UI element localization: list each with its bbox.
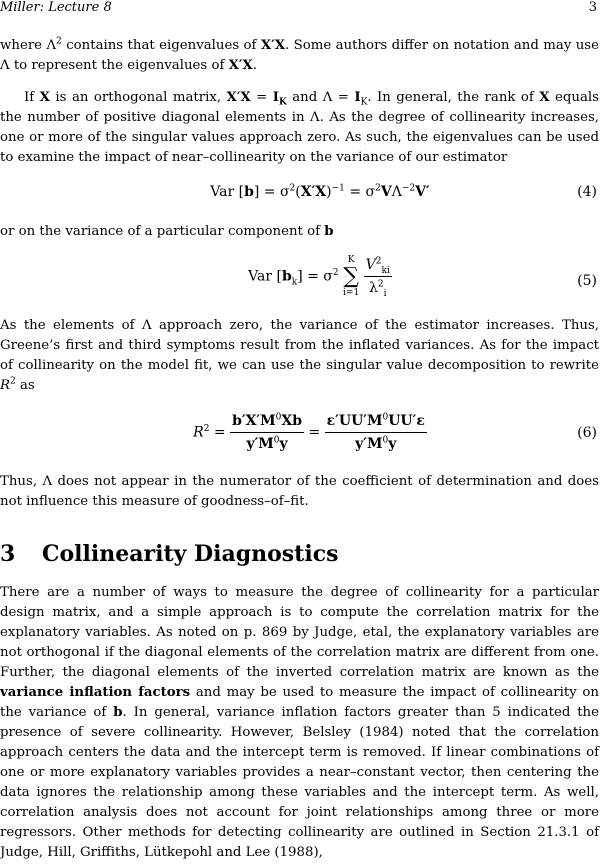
equation-4-body: Var $[b] = \sigma^2(X'X)^{-1} = \sigma^2V\Lambda^{-2}V'$ [210, 183, 430, 200]
equation-6 [0, 410, 599, 458]
running-title: Miller: Lecture 8 [0, 0, 112, 15]
equation-6-body: $R^2$ = $\frac{b'X'M^0Xb}{y'M^0y}$ = $\frac{\varepsilon'UU'M^0UU'\varepsilon}{y'M^0y}$ [160, 410, 460, 455]
paragraph-eigenvalues: where $\Lambda^2$ contains that eigenvalues of X′X. Some authors differ on notation and may use Λ to represent the eigenvalues of X′X. [0, 36, 600, 73]
equation-6-number: (6) [577, 425, 597, 441]
paragraph-diagnostics: There are a number of ways to measure the degree of collinearity for a particular design matrix, and a simple approach is to compute the correlation matrix for the explanatory variables. As noted on p. 869 by Judge, etal, the explanatory variables are not orthogonal if the diagonal elements of the correlation matrix are different from one. Further, the diagonal elements of the inverted correlation matrix are known as the variance inflation factors and may be used to measure the impact of collinearity on the variance of b. In general, variance inflation factors greater than 5 indicated the presence of severe collinearity. However, Belsley (1984) noted that the correlation approach centers the data and the intercept term is removed. If linear combinations of one or more explanatory variables provides a near–constant vector, then centering the data ignores the relationship among these variables and the intercept term. As well, correlation analysis does not account for joint relationships among three or more regressors. Other methods for detecting collinearity are outlined in Section 21.3.1 of Judge, Hill, Griffiths, Lütkepohl and Lee (1988), [0, 585, 599, 860]
paragraph-component: or on the variance of a particular component of b [0, 224, 334, 239]
equation-5 [0, 254, 599, 308]
section-title-text: Collinearity Diagnostics [42, 541, 339, 567]
paragraph-inflated-variance: As the elements of Λ approach zero, the variance of the estimator increases. Thus, Greene’s first and third symptoms result from the inflated variances. As for the impact of collinearity on the model fit, we can use the singular value decomposition to rewrite $R^2$ as [0, 318, 599, 393]
equation-5-number: (5) [577, 273, 597, 289]
equation-4 [0, 181, 599, 205]
paragraph-goodness-of-fit: Thus, Λ does not appear in the numerator of the coefficient of determination and does not influence this measure of goodness–of–fit. [0, 474, 599, 509]
equation-4-number: (4) [577, 184, 597, 200]
bold-term: variance inflation factors [0, 685, 191, 700]
page-number: 3 [588, 0, 597, 15]
section-heading [0, 540, 338, 568]
paragraph-orthogonal: If X is an orthogonal matrix, $X'X = I_K$ and $\Lambda = I_K$. In general, the rank of X equals the number of positive diagonal elements in Λ. As the degree of collinearity increases, one or more of the singular values approach zero. As such, the eigenvalues can be used to examine the impact of near–collinearity on the variance of our estimator [0, 90, 599, 165]
section-number: 3 [0, 541, 16, 567]
equation-5-body: Var $[b_k] = \sigma^2$ K ∑ i=1 $\frac{V^2_{ki}}{\lambda^2_i}$ [248, 254, 390, 299]
